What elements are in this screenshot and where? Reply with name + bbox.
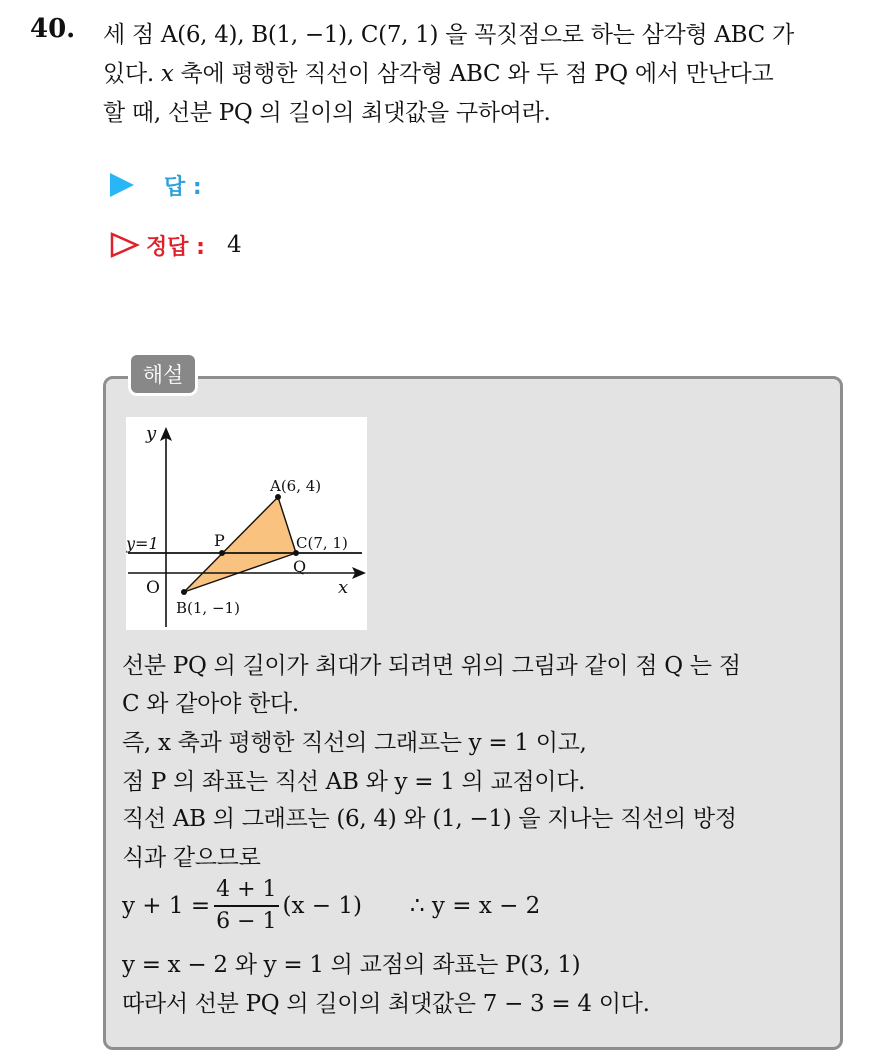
label-point-q: Q <box>293 557 307 576</box>
formula-factor: (x − 1) <box>282 893 362 919</box>
formula-therefore: ∴ y = x − 2 <box>409 893 541 919</box>
label-point-a: A(6, 4) <box>270 477 322 495</box>
label-point-b: B(1, −1) <box>176 599 240 617</box>
point-b <box>181 589 187 595</box>
formula-numerator: 4 + 1 <box>216 877 277 902</box>
label-y-axis: y <box>146 423 157 444</box>
play-arrow-icon <box>110 173 134 197</box>
formula-denominator: 6 − 1 <box>216 909 277 934</box>
solution-line-1: 선분 PQ 의 길이가 최대가 되려면 위의 그림과 같이 점 Q 는 점 <box>122 653 741 679</box>
answer-label: 답 : <box>164 174 202 200</box>
question-line-2-prefix: 있다. <box>103 61 161 87</box>
correct-answer-row <box>110 228 242 262</box>
solution-tab: 해설 <box>128 352 198 396</box>
graph-background <box>126 417 367 630</box>
question-line-2-rest: 축에 평행한 직선이 삼각형 ABC 와 두 점 PQ 에서 만난다고 <box>173 61 774 87</box>
correct-answer-value: 4 <box>226 232 242 258</box>
label-x-axis: x <box>338 577 349 598</box>
question-number: 40. <box>30 14 76 44</box>
solution-line-7: y = x − 2 와 y = 1 의 교점의 좌표는 P(3, 1) <box>122 952 581 978</box>
question-line-2 <box>103 55 773 88</box>
label-line-y1: y=1 <box>126 534 159 553</box>
outline-arrow-icon <box>110 232 140 258</box>
label-origin: O <box>146 578 160 598</box>
slope-formula <box>122 870 540 942</box>
answer-row <box>110 170 202 200</box>
solution-line-6: 식과 같으므로 <box>122 845 261 871</box>
solution-line-3: 즉, x 축과 평행한 직선의 그래프는 y = 1 이고, <box>122 730 587 756</box>
solution-line-5: 직선 AB 의 그래프는 (6, 4) 와 (1, −1) 을 지나는 직선의 방정 <box>122 806 737 832</box>
triangle-graph <box>126 417 367 630</box>
question-line-1: 세 점 A(6, 4), B(1, −1), C(7, 1) 을 꼭짓점으로 하는 삼각형 ABC 가 <box>103 22 794 48</box>
label-point-p: P <box>214 531 225 550</box>
point-p <box>219 550 225 556</box>
solution-line-2: C 와 같아야 한다. <box>122 691 299 717</box>
question-x-variable: x <box>160 61 174 87</box>
label-point-c: C(7, 1) <box>296 534 348 552</box>
solution-line-8: 따라서 선분 PQ 의 길이의 최댓값은 7 − 3 = 4 이다. <box>122 991 650 1017</box>
formula-lhs: y + 1 = <box>122 893 211 919</box>
correct-answer-label: 정답 : <box>146 234 205 260</box>
formula-fraction <box>214 875 278 937</box>
solution-line-4: 점 P 의 좌표는 직선 AB 와 y = 1 의 교점이다. <box>122 769 586 795</box>
question-line-3: 할 때, 선분 PQ 의 길이의 최댓값을 구하여라. <box>103 100 551 126</box>
